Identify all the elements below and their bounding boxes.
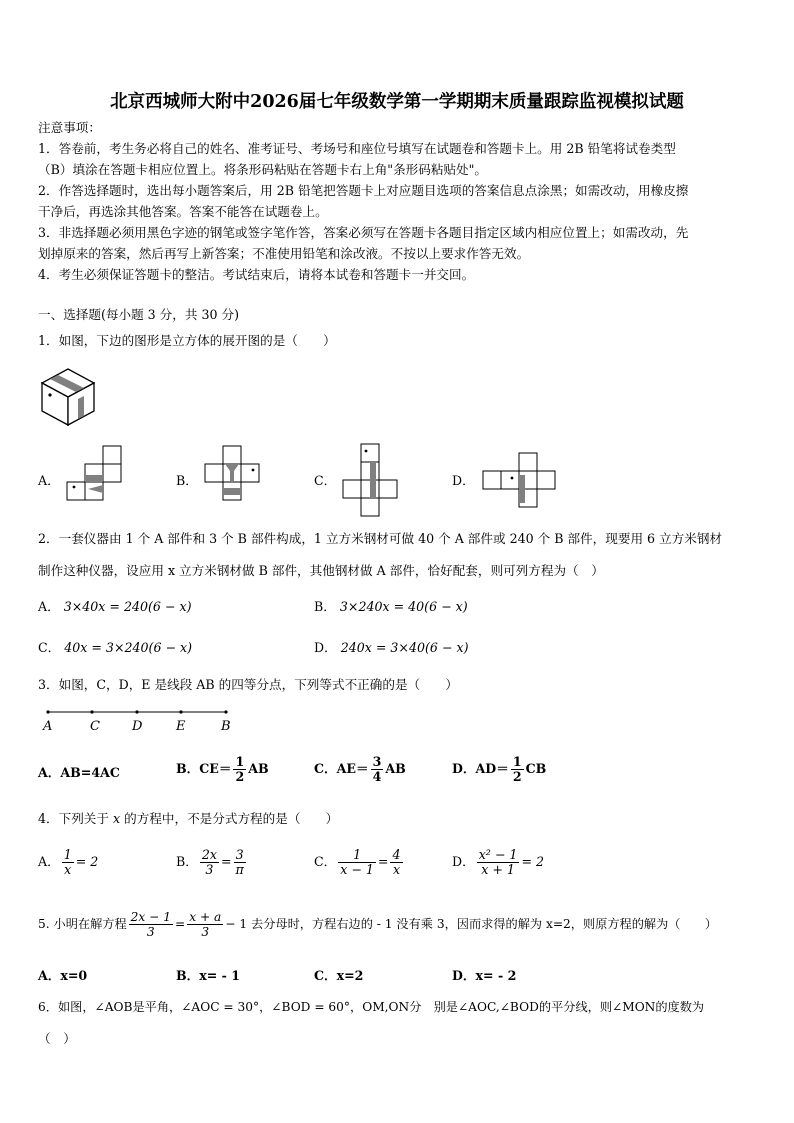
notice-line: 4．考生必须保证答题卡的整洁。考试结束后，请将本试卷和答题卡一并交回。 — [38, 267, 475, 282]
option-label: A． — [38, 599, 60, 614]
net-option-a — [66, 445, 126, 501]
segment-figure — [40, 706, 240, 736]
option-label: D． — [314, 640, 337, 655]
option-c: C． $\frac{1}{x - 1}$ = $\frac{4}{x}$ — [314, 847, 401, 877]
option-label: C． — [314, 761, 337, 776]
option-label: A． — [38, 854, 60, 869]
question-3-stem: 3．如图，C，D，E 是线段 AB 的四等分点，下列等式不正确的是（ ） — [38, 677, 458, 692]
option-label: D． — [452, 473, 475, 488]
option-c-post: AB — [385, 761, 406, 776]
notice-line: 3．非选择题必须用黑色字迹的钢笔或签字笔作答，答案必须写在答题卡各题目指定区域内相应位置上；如需改动，先 — [38, 225, 689, 240]
option-label: B． — [176, 761, 200, 776]
option-b: B． $\frac{2x}{3}$ = $\frac{3}{\pi}$ — [176, 847, 244, 877]
option-d-post: CB — [525, 761, 547, 776]
net-option-d — [482, 452, 558, 508]
option-label: C． — [314, 854, 337, 869]
notice-line: 干净后，再选涂其他答案。答案不能答在试题卷上。 — [38, 204, 328, 219]
question-4-stem: 4．下列关于 x 的方程中，不是分式方程的是（ ） — [38, 811, 339, 826]
notice-line: 1．答卷前，考生务必将自己的姓名、准考证号、考场号和座位号填写在试题卷和答题卡上。用 2B 铅笔将试卷类型 — [38, 141, 676, 156]
option-d-fraction: $\frac{1}{2}$ — [512, 754, 522, 784]
question-2-stem: 2．一套仪器由 1 个 A 部件和 3 个 B 部件构成，1 立方米钢材可做 40 个 A 部件或 240 个 B 部件，现要用 6 立方米钢材 — [38, 531, 723, 546]
option-b-pre: CE＝ — [199, 761, 232, 776]
point-label-c: C — [90, 719, 100, 734]
option-a-equation: 3×40x = 240(6 − x) — [63, 599, 192, 614]
question-2-stem: 制作这种仪器，设应用 x 立方米钢材做 B 部件，其他钢材做 A 部件，恰好配套，则可列方程为（ ） — [38, 563, 604, 578]
option-a-text: AB=4AC — [60, 765, 120, 780]
option-c: C．x=2 — [314, 968, 364, 983]
question-6-stem: （ ） — [38, 1031, 76, 1046]
point-label-e: E — [176, 719, 186, 734]
notice-line: 划掉原来的答案，然后再写上新答案；不准使用铅笔和涂改液。不按以上要求作答无效。 — [38, 246, 530, 261]
option-label: D． — [452, 854, 475, 869]
net-option-b — [204, 445, 264, 501]
point-label-b: B — [221, 719, 231, 734]
option-label: C． — [314, 473, 337, 488]
option-label: C． — [38, 640, 61, 655]
option-c-equation: 40x = 3×240(6 − x) — [64, 640, 193, 655]
option-label: A． — [38, 765, 61, 780]
option-label: A． — [38, 473, 60, 488]
option-d: D． $\frac{\text{x² − 1}}{x + 1}$ = 2 — [452, 847, 545, 877]
option-b: B．x= - 1 — [176, 968, 241, 983]
notice-heading: 注意事项： — [38, 120, 101, 135]
option-c-pre: AE＝ — [336, 761, 369, 776]
option-label: B． — [176, 473, 198, 488]
option-d: D．x= - 2 — [452, 968, 517, 983]
option-label: B． — [176, 854, 198, 869]
point-label-a: A — [43, 719, 53, 734]
option-label: D． — [452, 761, 476, 776]
option-a: A． $\frac{1}{x}$ = 2 — [38, 847, 99, 877]
option-d-pre: AD＝ — [475, 761, 509, 776]
question-5-stem: 5. 小明在解方程 $\frac{2x - 1}{3}$ = $\frac{x + a}{3}$ − 1 去分母时，方程右边的 - 1 没有乘 3，因而求得的解为 x=2，则原方程的解为（ ） — [38, 910, 718, 939]
option-d-equation: 240x = 3×40(6 − x) — [340, 640, 469, 655]
question-1-stem: 1．如图，下边的图形是立方体的展开图的是（ ） — [38, 333, 336, 348]
option-b-fraction: $\frac{1}{2}$ — [235, 754, 245, 784]
page-title: 北京西城师大附中2026届七年级数学第一学期期末质量跟踪监视模拟试题 — [110, 92, 684, 112]
option-label: B． — [314, 599, 336, 614]
option-c-fraction: $\frac{3}{4}$ — [372, 754, 382, 784]
net-option-c — [342, 443, 402, 519]
option-b-post: AB — [248, 761, 269, 776]
point-label-d: D — [132, 719, 143, 734]
notice-line: 2．作答选择题时，选出每小题答案后，用 2B 铅笔把答题卡上对应题目选项的答案信息点涂黑；如需改动，用橡皮擦 — [38, 183, 689, 198]
notice-line: （B）填涂在答题卡相应位置上。将条形码粘贴在答题卡右上角"条形码粘贴处"。 — [38, 162, 488, 177]
option-a: A．x=0 — [38, 968, 88, 983]
option-b-equation: 3×240x = 40(6 − x) — [339, 599, 468, 614]
section-heading: 一、选择题(每小题 3 分，共 30 分) — [38, 307, 240, 322]
question-6-stem: 6．如图，∠AOB是平角，∠AOC = 30°，∠BOD = 60°，OM,ON分 别是∠AOC,∠BOD的平分线，则∠MON的度数为 — [38, 1000, 705, 1014]
cube-figure — [38, 365, 100, 427]
